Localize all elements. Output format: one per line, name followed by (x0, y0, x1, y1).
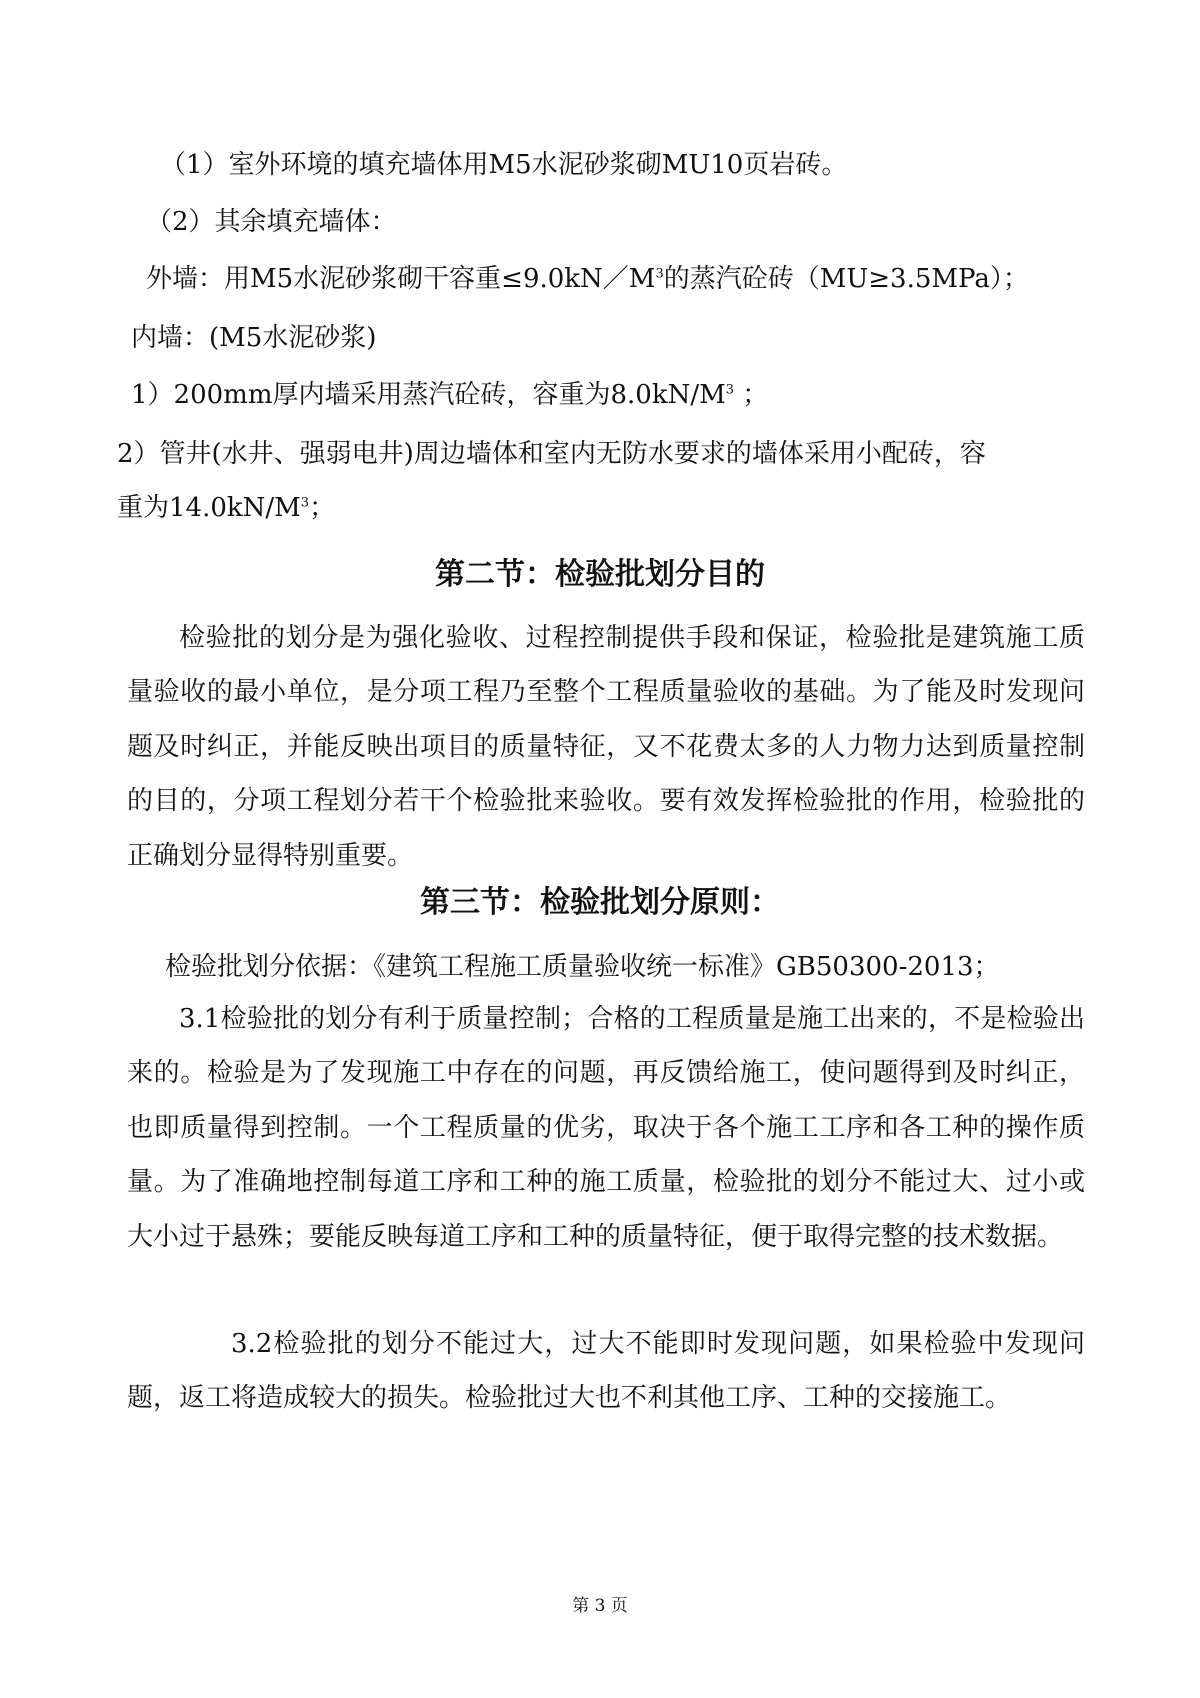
superscript: 3 (300, 495, 310, 511)
section-2-body: 检验批的划分是为强化验收、过程控制提供手段和保证，检验批是建筑施工质量验收的最小单位，是分项工程乃至整个工程质量验收的基础。为了能及时发现问题及时纠正，并能反映出项目的质量特征，又不花费太多的人力物力达到质量控制的目的，分项工程划分若干个检验批来验收。要有效发挥检验批的作用，检验批的正确划分显得特别重要。 (127, 623, 1085, 871)
line-text: 重为14.0kN/M (117, 493, 301, 523)
line-outdoor-infill-wall (160, 148, 847, 182)
line-text: 检验批划分依据：《建筑工程施工质量验收统一标准》GB50300-2013； (165, 952, 1000, 982)
section-3-paragraph-3-1: 3.1检验批的划分有利于质量控制；合格的工程质量是施工出来的，不是检验出来的。检验是为了发现施工中存在的问题，再反馈给施工，使问题得到及时纠正，也即质量得到控制。一个工程质量的优劣，取决于各个施工工序和各工种的操作质量。为了准确地控制每道工序和工种的施工质量，检验批的划分不能过大、过小或大小过于悬殊；要能反映每道工序和工种的质量特征，便于取得完整的技术数据。 (127, 1004, 1085, 1252)
line-text: 1）200mm厚内墙采用蒸汽砼砖，容重为8.0kN/M (131, 380, 726, 410)
section-3-heading: 第三节：检验批划分原则： (420, 885, 780, 920)
superscript: 3 (655, 266, 664, 282)
section-3-paragraph-3-2: 3.2检验批的划分不能过大，过大不能即时发现问题，如果检验中发现问题，返工将造成较大的损失。检验批过大也不利其他工序、工种的交接施工。 (127, 1329, 1085, 1414)
line-text: ； (734, 380, 769, 410)
section-2-heading: 第二节：检验批划分目的 (435, 557, 765, 592)
line-200mm-wall (131, 378, 768, 412)
line-text: 2）管井(水井、强弱电井)周边墙体和室内无防水要求的墙体采用小配砖，容 (117, 439, 986, 469)
page-footer: 第 3 页 (572, 1596, 628, 1616)
line-text: 内墙：(M5水泥砂浆) (131, 323, 377, 353)
line-text: （2）其余填充墙体： (146, 207, 397, 237)
line-text: （1）室外环境的填充墙体用M5水泥砂浆砌MU10页岩砖。 (160, 150, 848, 180)
superscript: 3 (725, 382, 734, 398)
line-other-infill-walls (146, 205, 397, 239)
line-text: ； (309, 493, 336, 523)
line-text: 的蒸汽砼砖（MU≥3.5MPa）； (663, 264, 1029, 294)
line-text: 外墙：用M5水泥砂浆砌干容重≤9.0kN／M (146, 264, 656, 294)
section-3-basis (165, 950, 1000, 984)
line-pipe-shaft-wall-cont (117, 491, 335, 525)
line-interior-wall (131, 321, 376, 355)
line-exterior-wall (146, 262, 1029, 296)
line-pipe-shaft-wall (117, 437, 986, 471)
